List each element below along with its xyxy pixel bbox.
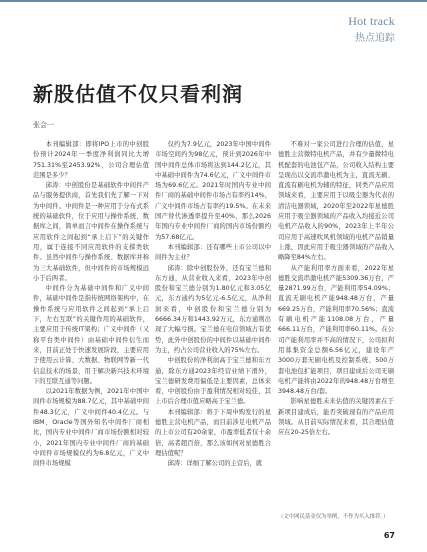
section-label-en: Hot track (348, 14, 395, 28)
paragraph: 邱涛：中创股份是基础软件中间件产品与服务提供商，首先我们先了解一下对为中间件。中间件是一种应用于分布式系统的基础软件，位于应用与操作系统、数据库之间，简单而言中间件在操作系统与应用软件之间起到“承上启下”的关键作用，属于连接不同应用软件的支撑类软件。虽然中间件与操作系统、数据库并称为三大基础软件，但中间件的市场规模远小于后两者。 (33, 182, 149, 282)
footnote: （文中网民基金仅为举例，不作为买入推荐。） (278, 514, 389, 520)
paragraph: 不难对一家公司进行合理的估值，星德胜主营微特电机产品，并有少量微特电机配套的电池包产品，公司收入结构主要呈现出以交流串激电机为主，直流无刷、直流有刷电机为辅的特征，同类产品应用领域来看，主要应用于以吸尘器为代表的清洁电器领域，2020年至2022年星德胜应用于吸尘器领域的产品收入均接近公司电机产品收入的90%，2023年上半年公司应用于高速吹风机领域的电机产品销量上涨，因此应用于吸尘器领域的产品收入略降至84%左右。 (278, 141, 394, 262)
paragraph: 影响星德胜未来估值的关键因素在于新项目建成后，能否突破现有的产品应用领域。从目前实际情况来看，其合理估值应在20-25倍左右。 (278, 398, 394, 437)
paragraph: 邱涛：除中创股份外，还有宝兰德和东方通，从营业收入来看，2023年中创股份和宝兰德分别为1.80亿元和3.05亿元，东方通约为5亿元-6.5亿元，从净利润来看，中创股份和宝兰德分别为6666.34万和1443.92万元，东方通则出现了大幅亏损。宝兰德在电信领域占有优势，此外中创股份的中间件以基础中间件为主，约占公司营业收入的75%左右。 (155, 264, 271, 354)
paragraph: 仅约为7.9亿元，2023年中国中间件市场空间约为98亿元，预计到2026年中国中间件总体市场将达到144.2亿元，其中基础中间件为74.6亿元，广义中间件市场为69.6亿元。2021年时国内专业中间件厂商的基础中间件市场占有率约14%，广义中间件市场占有率约19.5%。在未来国产替代渗透率提升至40%，那么2026年国内专业中间件厂商的国内市场份额约为57.68亿元。 (155, 141, 271, 241)
paragraph: 本刊编辑部：还有哪些上市公司以中间件为主业？ (155, 243, 271, 262)
section-label-cn: 热点追踪 (355, 33, 395, 44)
body-column-1 (33, 140, 149, 528)
paragraph: 从产能利用率方面来看，2022年星德胜交流串激电机产能5309.36万台，产量2871.99万台，产能利用率54.09%；直流无刷电机产能948.48万台，产量669.25万台，产能利用率70.56%；直流有刷电机产能1108.08万台，产量666.11万台，产能利用率60.11%。在公司产能利用率并不高的情况下，公司拟利用募集资金总额6.56亿元，建设年产3000万套无刷电机及控制系统、500万套电池包扩能项目，项目建成后公司无刷电机产能将由2022年的948.48万台增至3948.48万台/套。 (278, 264, 394, 396)
paragraph: 中间件分为基础中间件和广义中间件，基础中间件是指传统网络架构中，在操作系统与应用软件之间起到“承上启下，左右互联”的关键作用的基础软件，主要应用于传统IT架构；广义中间件（又称平台类中间件）由基础中间件衍生而来，目前正处于快速发展阶段，主要应用于使用云计算、大数据、物联网等新一代信息技术的场景，用于解决新兴技术环境下的互联互通等问题。 (33, 285, 149, 385)
paragraph: 以2021年数据为例，2021年中国中间件市场规模为88.7亿元，其中基础中间件48.3亿元，广义中间件40.4亿元。与IBM、Oracle等国外知名中间件厂商相比，国内专业中间件厂商市场份额相对较小，2021年国内专业中间件厂商的基础中间件市场规模仅约为6.8亿元，广义中间件市场规模 (33, 388, 149, 468)
body-column-3 (278, 140, 394, 510)
article-author: 张会一 (33, 121, 54, 129)
header-rule (0, 0, 427, 2)
article-title: 新股估值不仅只看利润 (33, 82, 243, 106)
paragraph: 邱涛：详细了解公司的主营后，就 (167, 460, 263, 468)
paragraph: 中创股份的净利润高于宝兰德和东方通，除东方通2023年经营业绩下滑外，宝兰德研发费用偏低是主要因素，总体来看，中创股份由于盈利情况相对较佳，其上市后合理市值应略高于宝兰德。 (155, 357, 271, 406)
body-column-2 (155, 140, 271, 528)
paragraph: 本刊编辑部：即将IPO上市的中创股份预计2024年一季度净利润同比大增751.31%至2453.92%，公司合理估值范围是多少？ (33, 141, 149, 179)
page-number: 67 (383, 531, 395, 540)
paragraph: 本刊编辑部：将于下周申购发行的星德胜主营电机产品，而目前涉足电机产品的上市公司有20余家，市盈率低者仅十余倍，高者超百倍，那么该如何对星德胜合理估值呢？ (155, 408, 271, 457)
